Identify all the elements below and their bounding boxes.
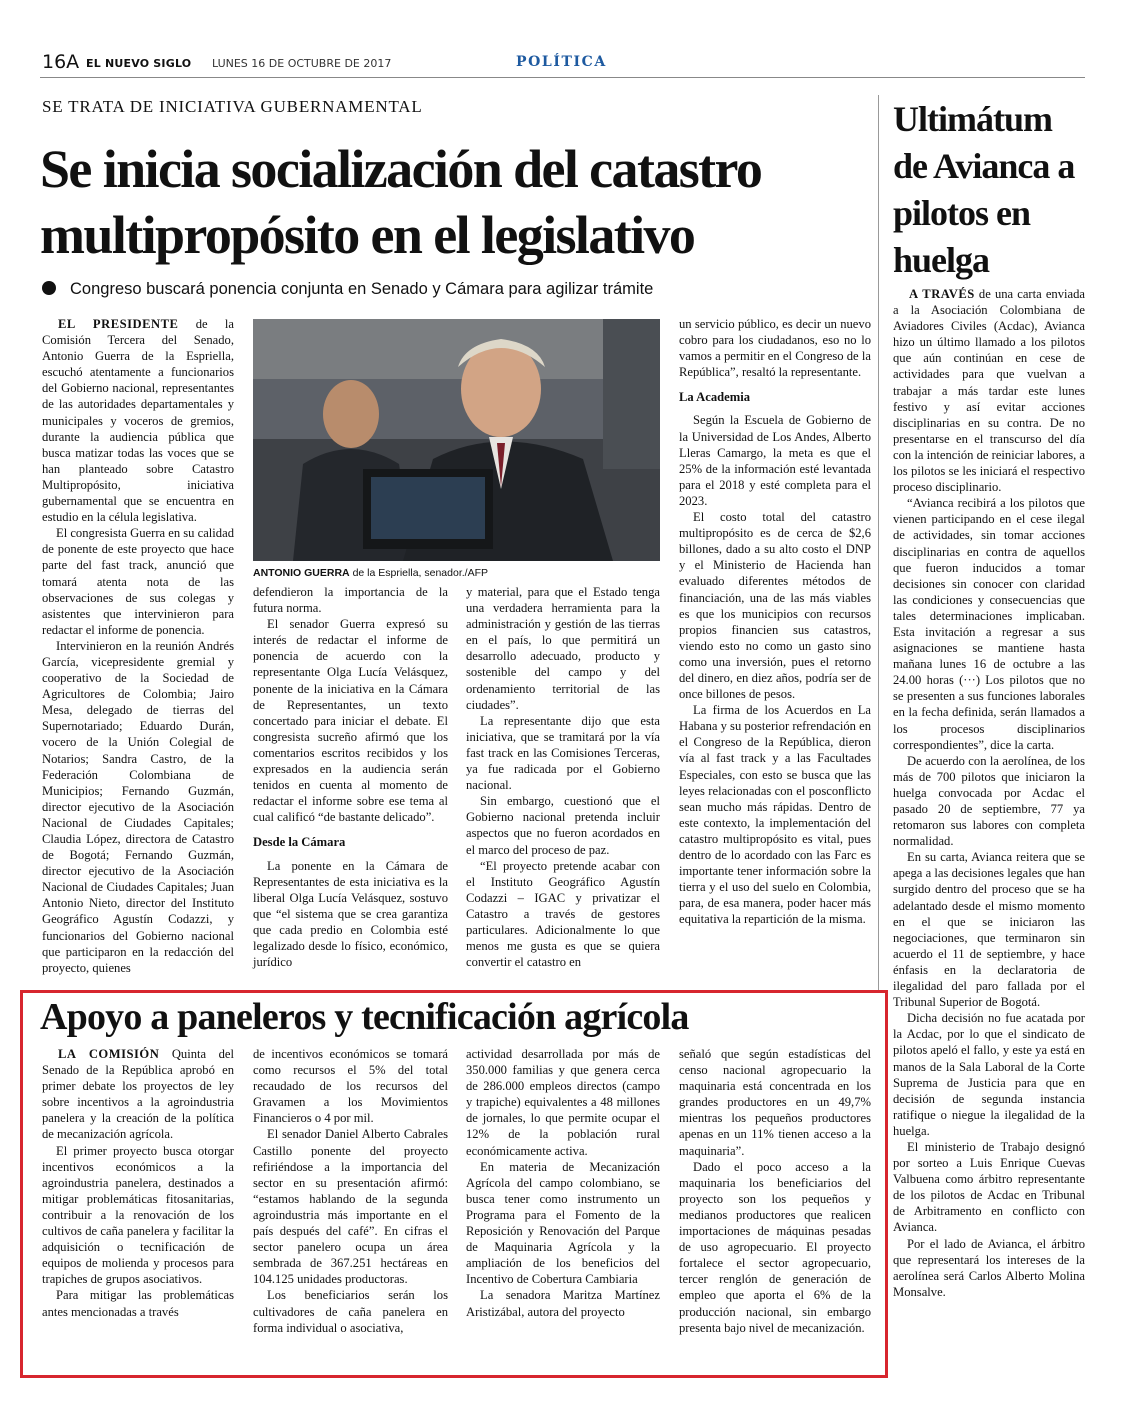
bullet-icon — [42, 281, 56, 295]
newspaper-name: EL NUEVO SIGLO — [86, 57, 192, 70]
photo-credit: /AFP — [464, 567, 488, 579]
main-col-1: EL PRESIDENTE de la Comisión Tercera del Senado, Antonio Guerra de la Espriella, escuchó atentamente a funcionarios del Gobierno nacional, representantes de las autoridades departamentales y municipales y voceros de gremios, durante la audiencia pública que busca matizar todas las voces que se han planteado sobre Catastro Multipropósito, iniciativa gubernamental que se encuentra en estudio en la célula legislativa. El congresista Guerra en su calidad de ponente de este proyecto que hace parte del fast track, anunció que tomará atenta nota de las observaciones de sus colegas y asistentes que intervinieron para redactar el informe de ponencia. Intervinieron en la reunión Andrés García, vicepresidente gremial y cooperativo de la Sociedad de Agricultores de Colombia; Jairo Mesa, delegado de tierras del Supernotariado; Eduardo Durán, vocero de la Unión Colegial de Notarios; Sandra Castro, de la Federación Colombiana de Municipios; Fernando Guzmán, director ejecutivo de la Asociación Nacional de Ciudades Capitales; Claudia López, directora de Catastro de Bogotá; Fernando Guzmán, director ejecutivo de la Asociación Nacional de Ciudades Capitales; Juan Antonio Nieto, director del Instituto Geográfico Agustín Codazzi, y funcionarios del Gobierno nacional que participaron en la redacción del proyecto, quienes — [42, 317, 234, 975]
lead-word: A TRAVÉS — [909, 287, 975, 301]
sidebar-headline: Ultimátum de Avianca a pilotos en huelga — [893, 99, 1075, 280]
subsection-heading: La Academia — [679, 390, 751, 405]
sidebar-body: A TRAVÉS de una carta enviada a la Asociación Colombiana de Aviadores Civiles (Acdac), Avianca hizo un último llamado a los pilotos que aún continúan en cese de actividades para que vuelvan a trabajar a más tardar este lunes festivo y así evitar acciones disciplinarias en su contra. De no presentarse en el transcurso del día con la intención de reiniciar labores, a los pilotos se les iniciará el respectivo proceso disciplinario. “Avianca recibirá a los pilotos que vienen participando en el cese ilegal de actividades, sin tomar acciones disciplinarias en contra de aquellos que fueron inducidos a tomar decisiones sin conocer con claridad las condiciones y consecuencias que tales determinaciones implicaban. Esta invitación a regresar a sus asignaciones se mantiene hasta mañana lunes 16 de octubre a las 24.00 horas (···) Los pilotos que no se presenten a sus funciones laborales en la fecha definida, serán llamados a los procesos disciplinarios correspondientes”, dice la carta. De acuerdo con la aerolínea, de los más de 700 pilotos que iniciaron la huelga convocada por Acdac el pasado 20 de septiembre, 77 ya retomaron sus labores con completa normalidad. En su carta, Avianca reitera que se apega a las decisiones legales que han surgido dentro del proceso que se ha adelantado desde el mismo momento en el que se iniciaron las negociaciones, que terminaron sin acuerdo el 11 de septiembre, y hace énfasis en la declaratoria de ilegalidad del paro fallada por el Tribunal Superior de Bogotá. Dicha decisión no fue acatada por la Acdac, por lo que el sindicato de pilotos apeló el fallo, y este ya está en manos de la Sala Laboral de la Corte Suprema de Justicia para que en decisión de segunda instancia ratifique o niegue la ilegalidad de la huelga. El ministerio de Trabajo designó por sorteo a Luis Enrique Cuevas Valbuena como árbitro representante de los pilotos de Acdac en Tribunal de Arbitramento en conflicto con Avianca. Por el lado de Avianca, el árbitro que representará los intereses de la aerolínea será Carlos Alberto Molina Monsalve. — [893, 287, 1086, 1299]
subsection-heading: Desde la Cámara — [253, 835, 346, 850]
box-col-4: señaló que según estadísticas del censo nacional agropecuario la maquinaria está concentrada en los grandes productores en un 49,7% mientras los pequeños productores apenas en un 11% tienen acceso a la maquinaria”. Dado el poco acceso a la maquinaria los beneficiarios del proyecto son los pequeños y medianos productores que realicen importaciones de máquinas pesadas de uso agropecuario. El proyecto fortalece el sector agropecuario, tercer renglón de generación de empleo que aporta el 6% de la producción nacional, sin embargo presenta bajo nivel de mecanización. — [679, 1047, 871, 1335]
section-label: POLÍTICA — [516, 54, 607, 70]
main-col-3: y material, para que el Estado tenga una verdadera herramienta para la administración y gestión de las tierras en el país, lo que permitirá un desarrollo adecuado, producto y sostenible del campo y del ordenamiento territorial de las ciudades”. La representante dijo que esta iniciativa, que se tramitará por la vía fast track en las Comisiones Terceras, ya fue radicada por el Gobierno nacional. Sin embargo, cuestionó que el Gobierno nacional pretenda incluir aspectos que no fueron acordados en el marco del proceso de paz. “El proyecto pretende acabar con el Instituto Geográfico Agustín Codazzi – IGAC y privatizar el Catastro a través de gestores particulares. Adicionalmente lo que menos me gusta es que se quiera convertir el catastro en — [466, 585, 660, 970]
box-col-3: actividad desarrollada por más de 350.000 familias y que genera cerca de 286.000 empleos directos (campo y trapiche) equivalentes a 48 millones de jornales, lo que permite ocupar el 12% de la población rural económicamente activa. En materia de Mecanización Agrícola del campo colombiano, se busca tener como instrumento un Programa para el Fomento de la Reposición y Renovación del Parque de Maquinaria Agrícola y la ampliación de los beneficios del Incentivo de Cobertura Cambiaria La senadora Maritza Martínez Aristizábal, autora del proyecto — [466, 1047, 660, 1319]
article-headline: Se inicia socialización del catastro multipropósito en el legislativo — [40, 139, 762, 265]
article-photo — [253, 319, 660, 561]
page-header — [40, 50, 1085, 78]
column-divider — [878, 95, 879, 993]
box-col-2: de incentivos económicos se tomará como recursos el 5% del total recaudado de los recursos del Gravamen a los Movimientos Financieros o 4 por mil. El senador Daniel Alberto Cabrales Castillo ponente del proyecto refiriéndose a la importancia del sector en su presentación afirmó: “estamos hablando de la segunda agroindustria más importante en el país después del café”. En cifras el sector panelero ocupa un área sembrada de 367.251 hectáreas en 104.125 unidades productoras. Los beneficiarios serán los cultivadores de caña panelera en forma individual o asociativa, — [253, 1047, 448, 1335]
main-col-4: un servicio público, es decir un nuevo cobro para los ciudadanos, eso no lo vamos a permitir en el Congreso de la República”, resaltó la representante. La Academia Según la Escuela de Gobierno de la Universidad de Los Andes, Alberto Lleras Camargo, la meta es que el 25% de la información esté levantada para el 2018 y esté completa para el 2023. El costo total del catastro multipropósito es de cerca de $2,6 billones, dado a su alto costo el DNP y el Ministerio de Hacienda han evaluado diferentes métodos de financiación, una de las más viables es que los municipios con recursos propios financien sus catastros, viendo esto no como un gasto sino como una inversión, pues el retorno del dinero, en diez años, podría ser de once billones de pesos. La firma de los Acuerdos en La Habana y su posterior refrendación en el Congreso de la República, dieron vía al fast track y a las Facultades Especiales, con esto se busca que las leyes relacionadas con el posconflicto sean mucho más rápidas. Dentro de este contexto, la implementación del catastro multipropósito es vital, pues dentro de lo acordado con las Farc es importante tener información sobre la tierra y el uso del suelo en Colombia, para, de esa manera, poder hacer más equitativa la repartición de la misma. — [679, 317, 871, 927]
box-col-1: LA COMISIÓN Quinta del Senado de la República aprobó en primer debate los proyectos de ley sobre incentivos a la agroindustria panelera y la creación de la política de mecanización agrícola. El primer proyecto busca otorgar incentivos económicos a la agroindustria panelera, destinados a mitigar problemáticas fitosanitarias, contribuir a la renovación de los cultivos de caña panelera y facilitar la adquisición o tecnificación de equipos de molienda y procesos para trapiches de grupos asociativos. Para mitigar las problemáticas antes mencionadas a través — [42, 1047, 235, 1319]
photo-caption: ANTONIO GUERRA de la Espriella, senador./AFP — [253, 567, 488, 579]
article-kicker: SE TRATA DE INICIATIVA GUBERNAMENTAL — [42, 97, 423, 116]
box-headline: Apoyo a paneleros y tecnificación agrícola — [40, 996, 689, 1038]
photo-illustration — [253, 319, 660, 561]
lead-word: EL PRESIDENTE — [58, 317, 179, 331]
issue-date: LUNES 16 DE OCTUBRE DE 2017 — [212, 57, 392, 70]
main-col-2: defendieron la importancia de la futura norma. El senador Guerra expresó su interés de redactar el informe de ponencia de acuerdo con la representante Olga Lucía Velásquez, ponente de la iniciativa en la Cámara de Representantes, un texto concertado para iniciar el debate. El congresista sucreño afirmó que los comentarios escritos recibidos y los expresados en la audiencia serán tenidos en cuenta al momento de redactar el informe sobre ese tema al cual calificó “de bastante delicado”. Desde la Cámara La ponente en la Cámara de Representantes de esta iniciativa es la liberal Olga Lucía Velásquez, sostuvo que “el sistema que se crea garantiza que cada predio en Colombia esté legalizado desde lo físico, económico, jurídico — [253, 585, 448, 970]
article-subhead — [42, 280, 653, 299]
subhead-text: Congreso buscará ponencia conjunta en Senado y Cámara para agilizar trámite — [70, 280, 654, 298]
page-number: 16A — [42, 51, 80, 73]
lead-word: LA COMISIÓN — [58, 1047, 160, 1061]
